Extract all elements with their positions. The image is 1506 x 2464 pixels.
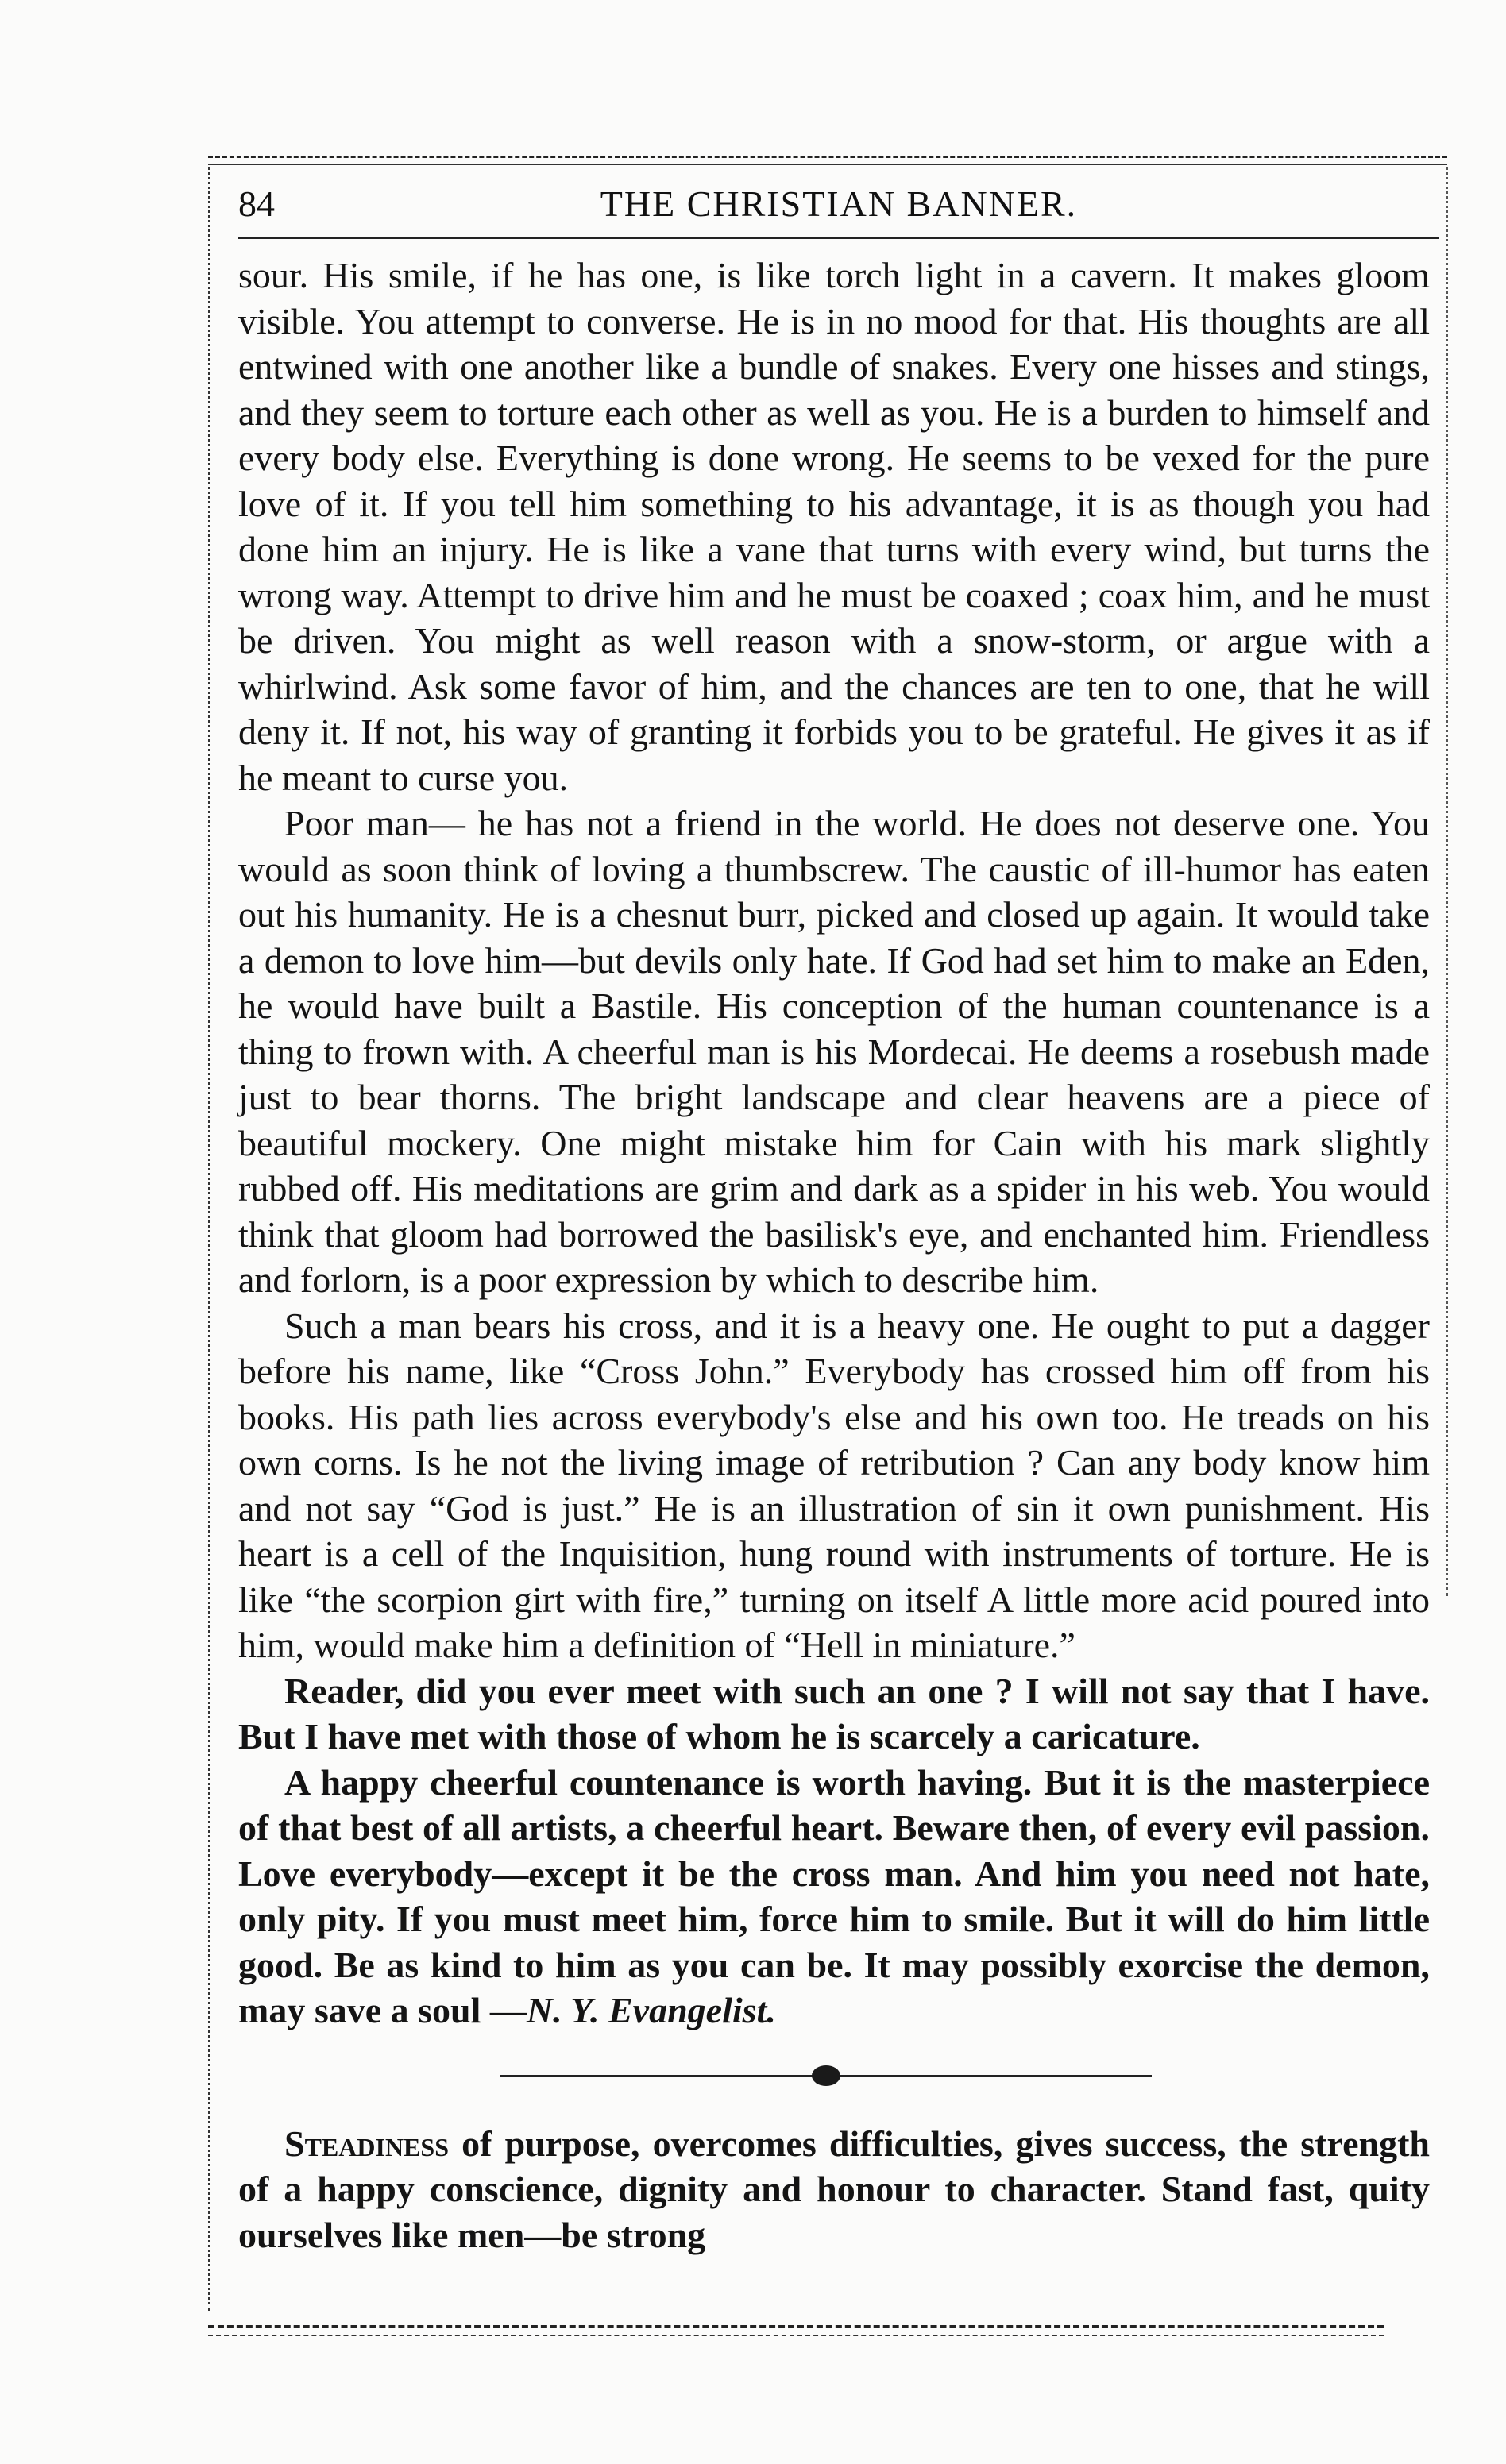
header-rule (238, 237, 1439, 239)
left-margin-border (208, 167, 210, 2311)
page-header (238, 176, 1439, 232)
running-title: THE CHRISTIAN BANNER. (600, 183, 1078, 224)
article-body (238, 253, 1430, 2258)
paragraph-6-text: of purpose, overcomes difficulties, gives success, the strength of a happy conscience, dignity and honour to character. Stand fast, quity ourselves like men—be strong (238, 2123, 1430, 2255)
signature: N. Y. Evangelist. (526, 1990, 776, 2030)
top-border-rule (208, 156, 1447, 158)
right-margin-border (1446, 167, 1448, 1596)
top-border-rule-inner (208, 164, 1447, 165)
divider-ornament (812, 2065, 840, 2086)
paragraph-6-lead: Steadiness (284, 2123, 449, 2164)
paragraph-5 (238, 1760, 1430, 2034)
page-number: 84 (238, 183, 275, 224)
paragraph-2: Poor man— he has not a friend in the world. He does not deserve one. You would as soon think of loving a thumbscrew. The caustic of ill-humor has eaten out his humanity. He is a chesnut burr, picked and closed up again. It would take a demon to love him—but devils only hate. If God had set him to make an Eden, he would have built a Bastile. His conception of the human countenance is a thing to frown with. A cheerful man is his Mordecai. He deems a rosebush made just to bear thorns. The bright landscape and clear heavens are a piece of beautiful mockery. One might mistake him for Cain with his mark slightly rubbed off. His meditations are grim and dark as a spider in his web. You would think that gloom had borrowed the basilisk's eye, and enchanted him. Friendless and forlorn, is a poor expression by which to describe him. (238, 803, 1430, 1300)
paragraph-3: Such a man bears his cross, and it is a heavy one. He ought to put a dagger before his name, like “Cross John.” Everybody has crossed him off from his books. His path lies across everybody's else and his own too. He treads on his own corns. Is he not the living image of retribution ? Can any body know him and not say “God is just.” He is an illustration of sin it own punishment. His heart is a cell of the Inquisition, hung round with instruments of torture. He is like “the scorpion girt with fire,” turning on itself A little more acid poured into him, would make him a definition of “Hell in miniature.” (238, 1305, 1430, 1665)
paragraph-1: sour. His smile, if he has one, is like torch light in a cavern. It makes gloom visible. You attempt to converse. He is in no mood for that. His thoughts are all entwined with one another like a bundle of snakes. Every one hisses and stings, and they seem to torture each other as well as you. He is a burden to himself and every body else. Everything is done wrong. He seems to be vexed for the pure love of it. If you tell him something to his advantage, it is as though you had done him an injury. He is like a vane that turns with every wind, but turns the wrong way. Attempt to drive him and he must be coaxed ; coax him, and he must be driven. You might as well reason with a snow-storm, or argue with a whirlwind. Ask some favor of him, and the chances are ten to one, that he will deny it. If not, his way of granting it forbids you to be grateful. He gives it as if he meant to curse you. (238, 255, 1430, 798)
paragraph-4: Reader, did you ever meet with such an one ? I will not say that I have. But I have met with those of whom he is scarcely a caricature. (238, 1670, 1430, 1756)
paragraph-6 (238, 2121, 1430, 2258)
bottom-border-rule-inner (208, 2335, 1384, 2336)
paragraph-5-text: A happy cheerful countenance is worth having. But it is the masterpiece of that best of all artists, a cheerful heart. Beware then, of every evil passion. Love everybody—except it be the cross man. And him you need not hate, only pity. If you must meet him, force him to smile. But it will do him little good. Be as kind to him as you can be. It may possibly exorcise the demon, may save a soul — (238, 1761, 1430, 2030)
section-divider (238, 2034, 1430, 2121)
bottom-border-rule (208, 2325, 1384, 2328)
